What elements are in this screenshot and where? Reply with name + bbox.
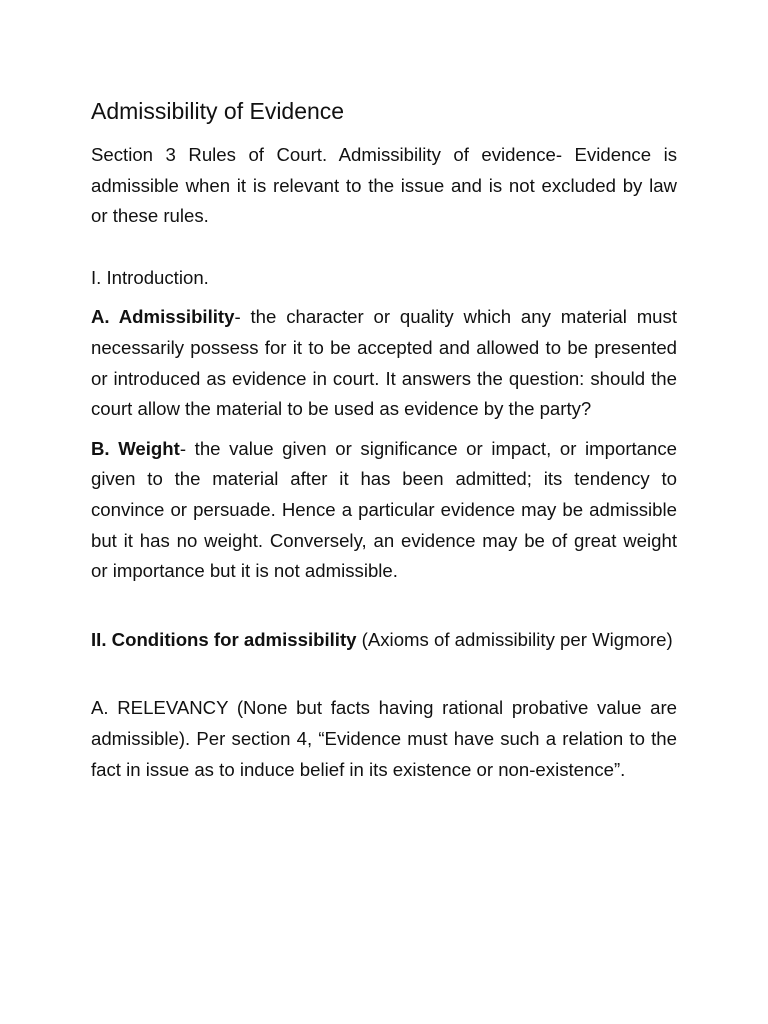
conditions-heading: II. Conditions for admissibility — [91, 628, 357, 650]
conditions-paragraph — [91, 625, 677, 656]
admissibility-definition: - the character or quality which any material must necessarily possess for it to be accepted and allowed to be presented or introduced as evidence in court. It answers the question: should the court allow the material to be used as evidence by the party? — [91, 306, 677, 420]
weight-paragraph — [91, 434, 677, 587]
admissibility-paragraph — [91, 302, 677, 424]
document-page — [91, 96, 677, 785]
weight-definition: - the value given or significance or impact, or importance given to the material after it has been admitted; its tendency to convince or persuade. Hence a particular evidence may be admissible but it has no weight. Conversely, an evidence may be of great weight or importance but it is not admissible. — [91, 437, 677, 582]
admissibility-term: A. Admissibility — [91, 306, 235, 328]
introduction-heading: I. Introduction. — [91, 266, 209, 288]
section-3-paragraph: Section 3 Rules of Court. Admissibility of evidence- Evidence is admissible when it is relevant to the issue and is not excluded by law or these rules. — [91, 144, 677, 227]
page-title: Admissibility of Evidence — [91, 98, 345, 124]
conditions-note: (Axioms of admissibility per Wigmore) — [356, 628, 673, 650]
relevancy-paragraph: A. RELEVANCY (None but facts having rational probative value are admissible). Per section 4, “Evidence must have such a relation to the fact in issue as to induce belief in its existence or non-existence”. — [91, 697, 677, 780]
weight-term: B. Weight — [91, 437, 180, 459]
